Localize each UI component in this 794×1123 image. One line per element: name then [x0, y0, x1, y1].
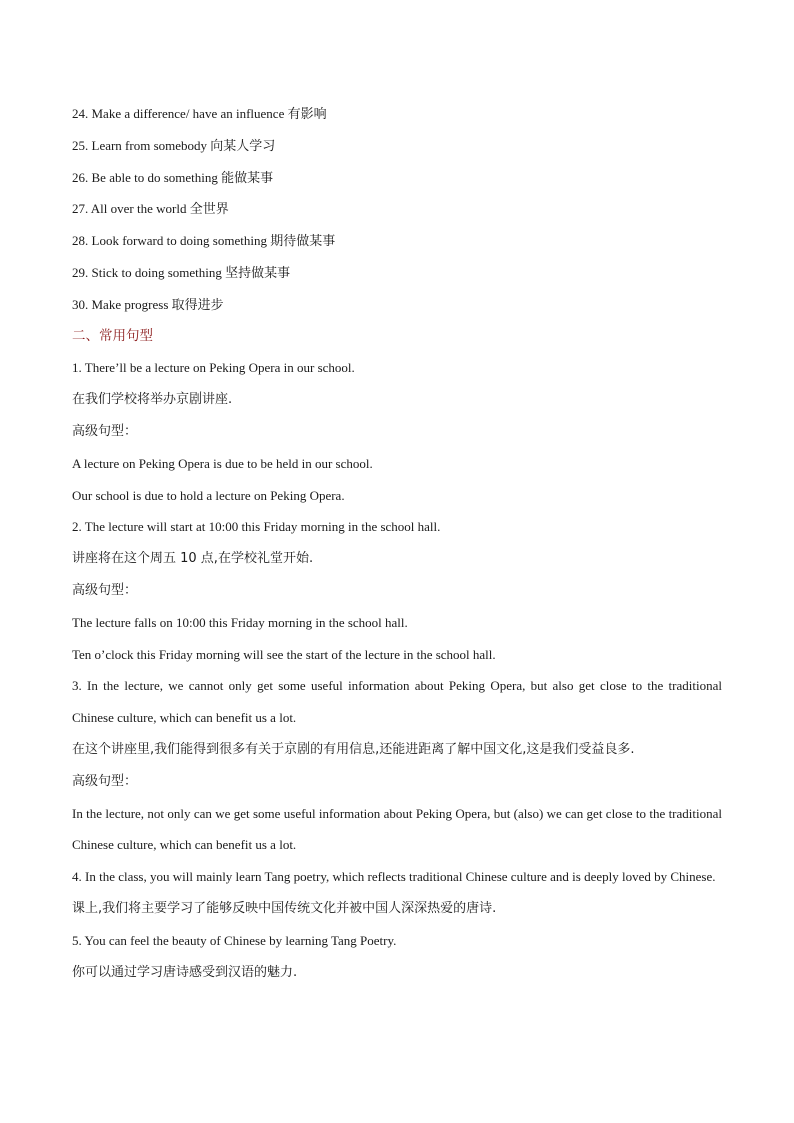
sentence-3-chinese: 在这个讲座里,我们能得到很多有关于京剧的有用信息,还能进距离了解中国文化,这是我们受益良多.	[72, 741, 635, 757]
phrase-25: 25. Learn from somebody 向某人学习	[72, 137, 276, 153]
phrase-27: 27. All over the world 全世界	[72, 201, 229, 217]
sentence-3-english: 3. In the lecture, we cannot only get some useful information about Peking Opera, but also get close to the traditional Chinese culture, which can benefit us a lot.	[72, 678, 722, 726]
advanced-label: 高级句型：	[72, 423, 138, 439]
phrase-24: 24. Make a difference/ have an influence 有影响	[72, 106, 327, 121]
sentence-2-advanced-1: The lecture falls on 10:00 this Friday morning in the school hall.	[72, 614, 408, 630]
section-heading: 二、常用句型	[72, 327, 153, 344]
phrase-28: 28. Look forward to doing something 期待做某事	[72, 233, 336, 249]
phrase-29: 29. Stick to doing something 坚持做某事	[72, 264, 291, 280]
sentence-5-chinese: 你可以通过学习唐诗感受到汉语的魅力.	[72, 964, 298, 980]
sentence-1-advanced-1: A lecture on Peking Opera is due to be held in our school.	[72, 455, 373, 471]
sentence-2-chinese: 讲座将在这个周五 10 点,在学校礼堂开始.	[72, 551, 314, 567]
sentence-2-english: 2. The lecture will start at 10:00 this Friday morning in the school hall.	[72, 519, 441, 535]
advanced-label: 高级句型：	[72, 773, 138, 789]
sentence-4-english: 4. In the class, you will mainly learn Tang poetry, which reflects traditional Chinese culture and is deeply loved by Chinese.	[72, 869, 716, 885]
phrase-26: 26. Be able to do something 能做某事	[72, 169, 274, 185]
sentence-1-english: 1. There’ll be a lecture on Peking Opera in our school.	[72, 360, 355, 376]
sentence-4-chinese: 课上,我们将主要学习了能够反映中国传统文化并被中国人深深热爱的唐诗.	[72, 900, 497, 916]
sentence-3-advanced-1: In the lecture, not only can we get some useful information about Peking Opera, but (also) we can get close to the traditional Chinese culture, which can benefit us a lot.	[72, 805, 722, 853]
document-page	[72, 98, 722, 988]
sentence-1-chinese: 在我们学校将举办京剧讲座.	[72, 392, 233, 408]
phrase-30: 30. Make progress 取得进步	[72, 296, 224, 312]
sentence-5-english: 5. You can feel the beauty of Chinese by learning Tang Poetry.	[72, 932, 397, 948]
advanced-label: 高级句型：	[72, 582, 138, 598]
sentence-1-advanced-2: Our school is due to hold a lecture on Peking Opera.	[72, 487, 345, 503]
sentence-2-advanced-2: Ten o’clock this Friday morning will see the start of the lecture in the school hall.	[72, 646, 496, 662]
